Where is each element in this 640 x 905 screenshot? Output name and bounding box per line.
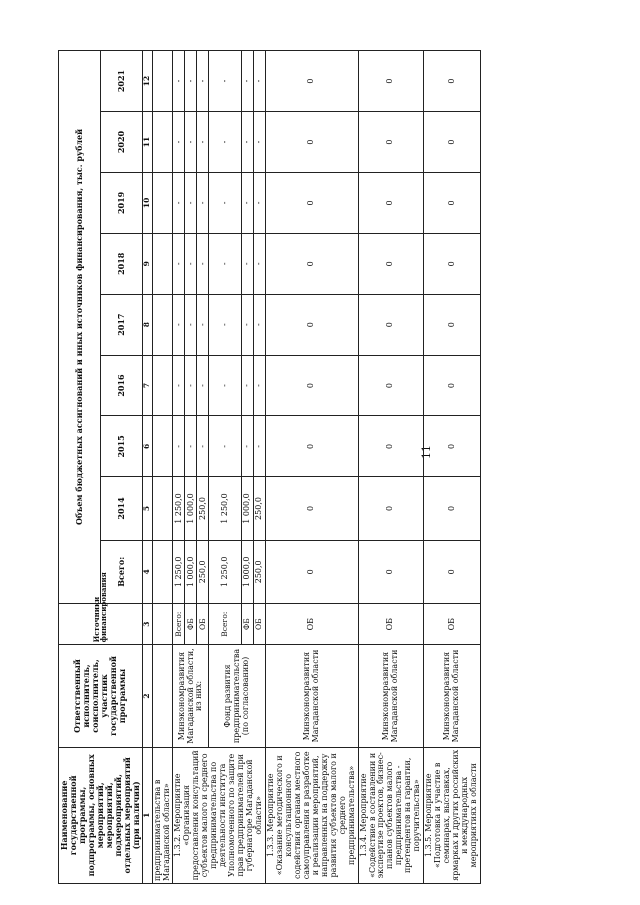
row-source: ОБ — [266, 603, 359, 644]
cell-value: - — [185, 416, 197, 477]
header-year: 2015 — [100, 416, 142, 477]
header-year: 2018 — [100, 233, 142, 294]
column-number: 1 — [142, 747, 152, 883]
cell-value: - — [173, 416, 185, 477]
cell-value: - — [197, 51, 209, 112]
cell-value: - — [173, 112, 185, 173]
cell-value: - — [185, 51, 197, 112]
cell-value: 0 — [358, 51, 424, 112]
cell-value: 250,0 — [254, 540, 266, 603]
cell-value: 1 000,0 — [242, 477, 254, 540]
cell-value: - — [254, 294, 266, 355]
header-responsible: Ответственный исполнитель, соисполнитель, участник государственной программы — [59, 645, 143, 747]
cell-value: - — [254, 355, 266, 416]
cell-value: 0 — [358, 172, 424, 233]
cell-value: - — [254, 416, 266, 477]
row-source: ОБ — [424, 603, 481, 644]
cell-value: 0 — [424, 355, 481, 416]
cell-value: 0 — [266, 294, 359, 355]
cell-value: 0 — [266, 112, 359, 173]
cell-value: - — [209, 172, 242, 233]
cell-value: - — [173, 172, 185, 233]
row-source: ОБ — [358, 603, 424, 644]
column-number: 8 — [142, 294, 152, 355]
row-source — [152, 603, 173, 644]
cell-value: - — [185, 172, 197, 233]
table-row — [266, 51, 359, 884]
cell-value: 0 — [424, 294, 481, 355]
cell-value: - — [209, 51, 242, 112]
cell-value: 1 250,0 — [173, 477, 185, 540]
row-source: Всего: — [209, 603, 242, 644]
cell-value: - — [254, 233, 266, 294]
row-responsible: Минэкономразвития Магаданской области — [358, 645, 424, 747]
cell-value: - — [209, 294, 242, 355]
cell-value: - — [209, 416, 242, 477]
cell-value: 0 — [424, 540, 481, 603]
cell-value: - — [197, 355, 209, 416]
cell-value: 0 — [424, 51, 481, 112]
row-responsible: Минэкономразвития Магаданской области, из них: — [173, 645, 209, 747]
row-responsible — [152, 645, 173, 747]
cell-value: 0 — [358, 294, 424, 355]
cell-value: 0 — [424, 172, 481, 233]
table-row — [173, 51, 185, 884]
cell-value: - — [242, 355, 254, 416]
cell-value: - — [242, 51, 254, 112]
cell-value: - — [197, 172, 209, 233]
cell-value: - — [185, 233, 197, 294]
cell-value: - — [185, 355, 197, 416]
cell-value: - — [185, 294, 197, 355]
header-source: Источники финансирования — [59, 603, 143, 644]
table-row — [358, 51, 424, 884]
cell-value: 250,0 — [197, 540, 209, 603]
cell-value: - — [254, 172, 266, 233]
cell-value: - — [242, 294, 254, 355]
cell-value: 0 — [424, 477, 481, 540]
cell-value: 0 — [266, 233, 359, 294]
table-row — [424, 51, 481, 884]
cell-value: - — [197, 416, 209, 477]
column-number: 4 — [142, 540, 152, 603]
cell-value: 0 — [266, 172, 359, 233]
column-number: 9 — [142, 233, 152, 294]
cell-value: - — [197, 112, 209, 173]
cell-value: 1 000,0 — [185, 540, 197, 603]
cell-value: - — [197, 233, 209, 294]
row-source: ФБ — [242, 603, 254, 644]
cell-value: - — [254, 112, 266, 173]
row-source: ОБ — [254, 603, 266, 644]
header-year: 2016 — [100, 355, 142, 416]
cell-value: 250,0 — [197, 477, 209, 540]
row-responsible: Фонд развития предпринимательства (по согласованию) — [209, 645, 266, 747]
cell-value: - — [209, 112, 242, 173]
cell-value: 0 — [358, 540, 424, 603]
row-source: ФБ — [185, 603, 197, 644]
cell-value: 1 000,0 — [185, 477, 197, 540]
cell-value: - — [173, 51, 185, 112]
cell-value: - — [173, 233, 185, 294]
cell-value: 0 — [266, 51, 359, 112]
cell-value: 0 — [358, 416, 424, 477]
header-name: Наименование государственной программы, подпрограммы, основных мероприятий, мероприятий, подмероприятий, отдельных мероприятий (при наличии) — [59, 747, 143, 883]
column-number: 6 — [142, 416, 152, 477]
table-row — [152, 51, 173, 884]
header-year: 2020 — [100, 112, 142, 173]
cell-value: 0 — [266, 540, 359, 603]
cell-value: 0 — [358, 112, 424, 173]
row-source: Всего: — [173, 603, 185, 644]
cell-value: - — [209, 233, 242, 294]
cell-value: 0 — [358, 233, 424, 294]
header-year: 2021 — [100, 51, 142, 112]
header-year: 2014 — [100, 477, 142, 540]
header-year: 2019 — [100, 172, 142, 233]
cell-value: 0 — [266, 416, 359, 477]
cell-value: 0 — [358, 477, 424, 540]
cell-value: - — [242, 233, 254, 294]
cell-value: - — [254, 51, 266, 112]
column-number: 3 — [142, 603, 152, 644]
row-name: предпринимательства в Магаданской области» — [152, 747, 173, 883]
cell-value: - — [242, 416, 254, 477]
page-number: 11 — [420, 445, 433, 459]
cell-value: 1 250,0 — [209, 477, 242, 540]
cell-value: 0 — [424, 112, 481, 173]
cell-value: 0 — [266, 355, 359, 416]
cell-value: 0 — [424, 416, 481, 477]
cell-value: 1 000,0 — [242, 540, 254, 603]
column-number: 5 — [142, 477, 152, 540]
column-number-row — [142, 51, 152, 884]
cell-value: - — [185, 112, 197, 173]
row-name: 1.3.4. Мероприятие «Содействие в составлении и экспертизе проектов, бизнес-планов субъектов малого предпринимательства - претендентов на гарантии, поручительства» — [358, 747, 424, 883]
cell-value: 250,0 — [254, 477, 266, 540]
column-number: 12 — [142, 51, 152, 112]
header-funding: Объем бюджетных ассигнований и иных источников финансирования, тыс. рублей — [59, 51, 101, 604]
cell-value: 0 — [266, 477, 359, 540]
row-responsible: Минэкономразвития Магаданской области — [424, 645, 481, 747]
cell-value: - — [197, 294, 209, 355]
row-name: 1.3.5. Мероприятие «Подготовка и участие в семинарах, выставках, ярмарках и других российских и международных мероприятиях в области — [424, 747, 481, 883]
header-year: 2017 — [100, 294, 142, 355]
header-total: Всего: — [100, 540, 142, 603]
column-number: 2 — [142, 645, 152, 747]
funding-table-rotated — [58, 50, 578, 884]
cell-value: - — [242, 172, 254, 233]
cell-value: - — [173, 294, 185, 355]
cell-value: 0 — [424, 233, 481, 294]
row-name: 1.3.2. Мероприятие «Организация предоставления консультаций субъектов малого и среднего предпринимательства по деятельности института Уполномоченного по защите прав предпринимателей при губернаторе Магаданской области» — [173, 747, 266, 883]
column-number: 7 — [142, 355, 152, 416]
row-name: 1.3.3. Мероприятие «Оказание методического и консультационного содействия органам местного самоуправления в разработке и реализации мероприятий, направленных на поддержку развития субъектов малого и среднего предпринимательства» — [266, 747, 359, 883]
cell-value: 1 250,0 — [173, 540, 185, 603]
cell-value: - — [173, 355, 185, 416]
cell-value: - — [209, 355, 242, 416]
row-source: ОБ — [197, 603, 209, 644]
cell-value: 1 250,0 — [209, 540, 242, 603]
column-number: 10 — [142, 172, 152, 233]
row-responsible: Минэкономразвития Магаданской области — [266, 645, 359, 747]
funding-table — [58, 50, 481, 884]
cell-value: - — [242, 112, 254, 173]
column-number: 11 — [142, 112, 152, 173]
cell-value: 0 — [358, 355, 424, 416]
